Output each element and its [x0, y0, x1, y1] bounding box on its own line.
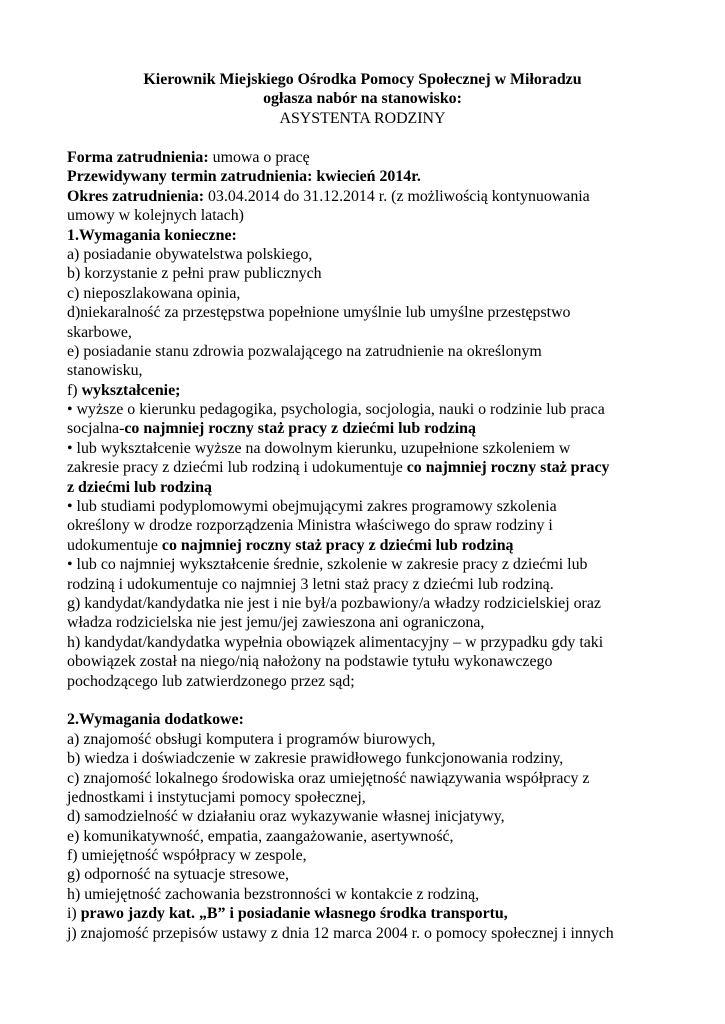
additional-item-h: h) umiejętność zachowania bezstronności w kontakcie z rodziną, — [67, 885, 480, 903]
required-item-c: c) nieposzlakowana opinia, — [67, 284, 241, 302]
education-option-3-cont: określony w drodze rozporządzenia Ministra właściwego do spraw rodziny i — [67, 517, 553, 535]
additional-item-d: d) samodzielność w działaniu oraz wykazywanie własnej inicjatywy, — [67, 808, 505, 826]
header-line-1: Kierownik Miejskiego Ośrodka Pomocy Społecznej w Miłoradzu — [143, 71, 582, 88]
required-item-h-cont: obowiązek został na niego/nią nałożony na podstawie tytułu wykonawczego — [67, 653, 553, 671]
required-item-e: e) posiadanie stanu zdrowia pozwalającego na zatrudnienie na określonym — [67, 342, 542, 360]
employment-start: Przewidywany termin zatrudnienia: kwiecień 2014r. — [67, 168, 421, 186]
additional-item-i: i) prawo jazdy kat. „B” i posiadanie własnego środka transportu, — [67, 905, 508, 923]
additional-item-c-cont: jednostkami i instytucjami pomocy społecznej, — [67, 788, 366, 806]
employment-period-cont: umowy w kolejnych latach) — [67, 207, 244, 225]
additional-item-b: b) wiedza i doświadczenie w zakresie prawidłowego funkcjonowania rodziny, — [67, 750, 564, 768]
additional-item-c: c) znajomość lokalnego środowiska oraz umiejętność nawiązywania współpracy z — [67, 769, 590, 787]
additional-item-f: f) umiejętność współpracy w zespole, — [67, 847, 307, 865]
required-item-d: d)niekaralność za przestępstwa popełnione umyślnie lub umyślne przestępstwo — [67, 304, 571, 322]
document-body — [67, 148, 667, 943]
education-option-1: • wyższe o kierunku pedagogika, psychologia, socjologia, nauki o rodzinie lub praca — [67, 401, 605, 419]
additional-item-g: g) odporność na sytuacje stresowe, — [67, 866, 289, 884]
required-item-d-cont: skarbowe, — [67, 323, 132, 341]
section-spacer — [67, 691, 667, 710]
required-heading: 1.Wymagania konieczne: — [67, 226, 237, 244]
required-item-f: f) wykształcenie; — [67, 381, 181, 399]
additional-item-a: a) znajomość obsługi komputera i programów biurowych, — [67, 730, 436, 748]
employment-form: Forma zatrudnienia: umowa o pracę — [67, 149, 310, 166]
additional-item-e: e) komunikatywność, empatia, zaangażowanie, asertywność, — [67, 827, 454, 845]
additional-item-j: j) znajomość przepisów ustawy z dnia 12 marca 2004 r. o pomocy społecznej i innych — [67, 924, 614, 942]
required-item-a: a) posiadanie obywatelstwa polskiego, — [67, 245, 313, 263]
required-item-b: b) korzystanie z pełni praw publicznych — [67, 265, 322, 283]
education-option-4-cont: rodziną i udokumentuje co najmniej 3 letni staż pracy z dziećmi lub rodziną. — [67, 575, 554, 593]
position-title: ASYSTENTA RODZINY — [279, 109, 446, 127]
education-option-3-cont-2: udokumentuje co najmniej roczny staż pracy z dziećmi lub rodziną — [67, 536, 514, 554]
employment-period: Okres zatrudnienia: 03.04.2014 do 31.12.2014 r. (z możliwością kontynuowania — [67, 187, 590, 205]
education-option-2: • lub wykształcenie wyższe na dowolnym kierunku, uzupełnione szkoleniem w — [67, 439, 571, 457]
required-item-h: h) kandydat/kandydatka wypełnia obowiązek alimentacyjny – w przypadku gdy taki — [67, 633, 604, 651]
required-item-h-cont-2: pochodzącego lub zatwierdzonego przez sąd; — [67, 672, 355, 690]
education-option-4: • lub co najmniej wykształcenie średnie, szkolenie w zakresie pracy z dziećmi lub — [67, 556, 588, 574]
required-item-e-cont: stanowisku, — [67, 362, 143, 380]
education-option-3: • lub studiami podyplomowymi obejmującymi zakres programowy szkolenia — [67, 498, 557, 516]
header-line-2: ogłasza nabór na stanowisko: — [263, 90, 462, 108]
education-option-2-cont: zakresie pracy z dziećmi lub rodziną i udokumentuje co najmniej roczny staż pracy — [67, 459, 610, 477]
additional-heading: 2.Wymagania dodatkowe: — [67, 711, 244, 729]
education-option-2-cont-2: z dziećmi lub rodziną — [67, 478, 212, 496]
required-item-g-cont: władza rodzicielska nie jest jemu/jej zawieszona ani ograniczona, — [67, 614, 485, 632]
announcement-header — [60, 70, 665, 128]
education-option-1-cont: socjalna-co najmniej roczny staż pracy z dziećmi lub rodziną — [67, 420, 476, 438]
required-item-g: g) kandydat/kandydatka nie jest i nie był/a pozbawiony/a władzy rodzicielskiej oraz — [67, 594, 601, 612]
